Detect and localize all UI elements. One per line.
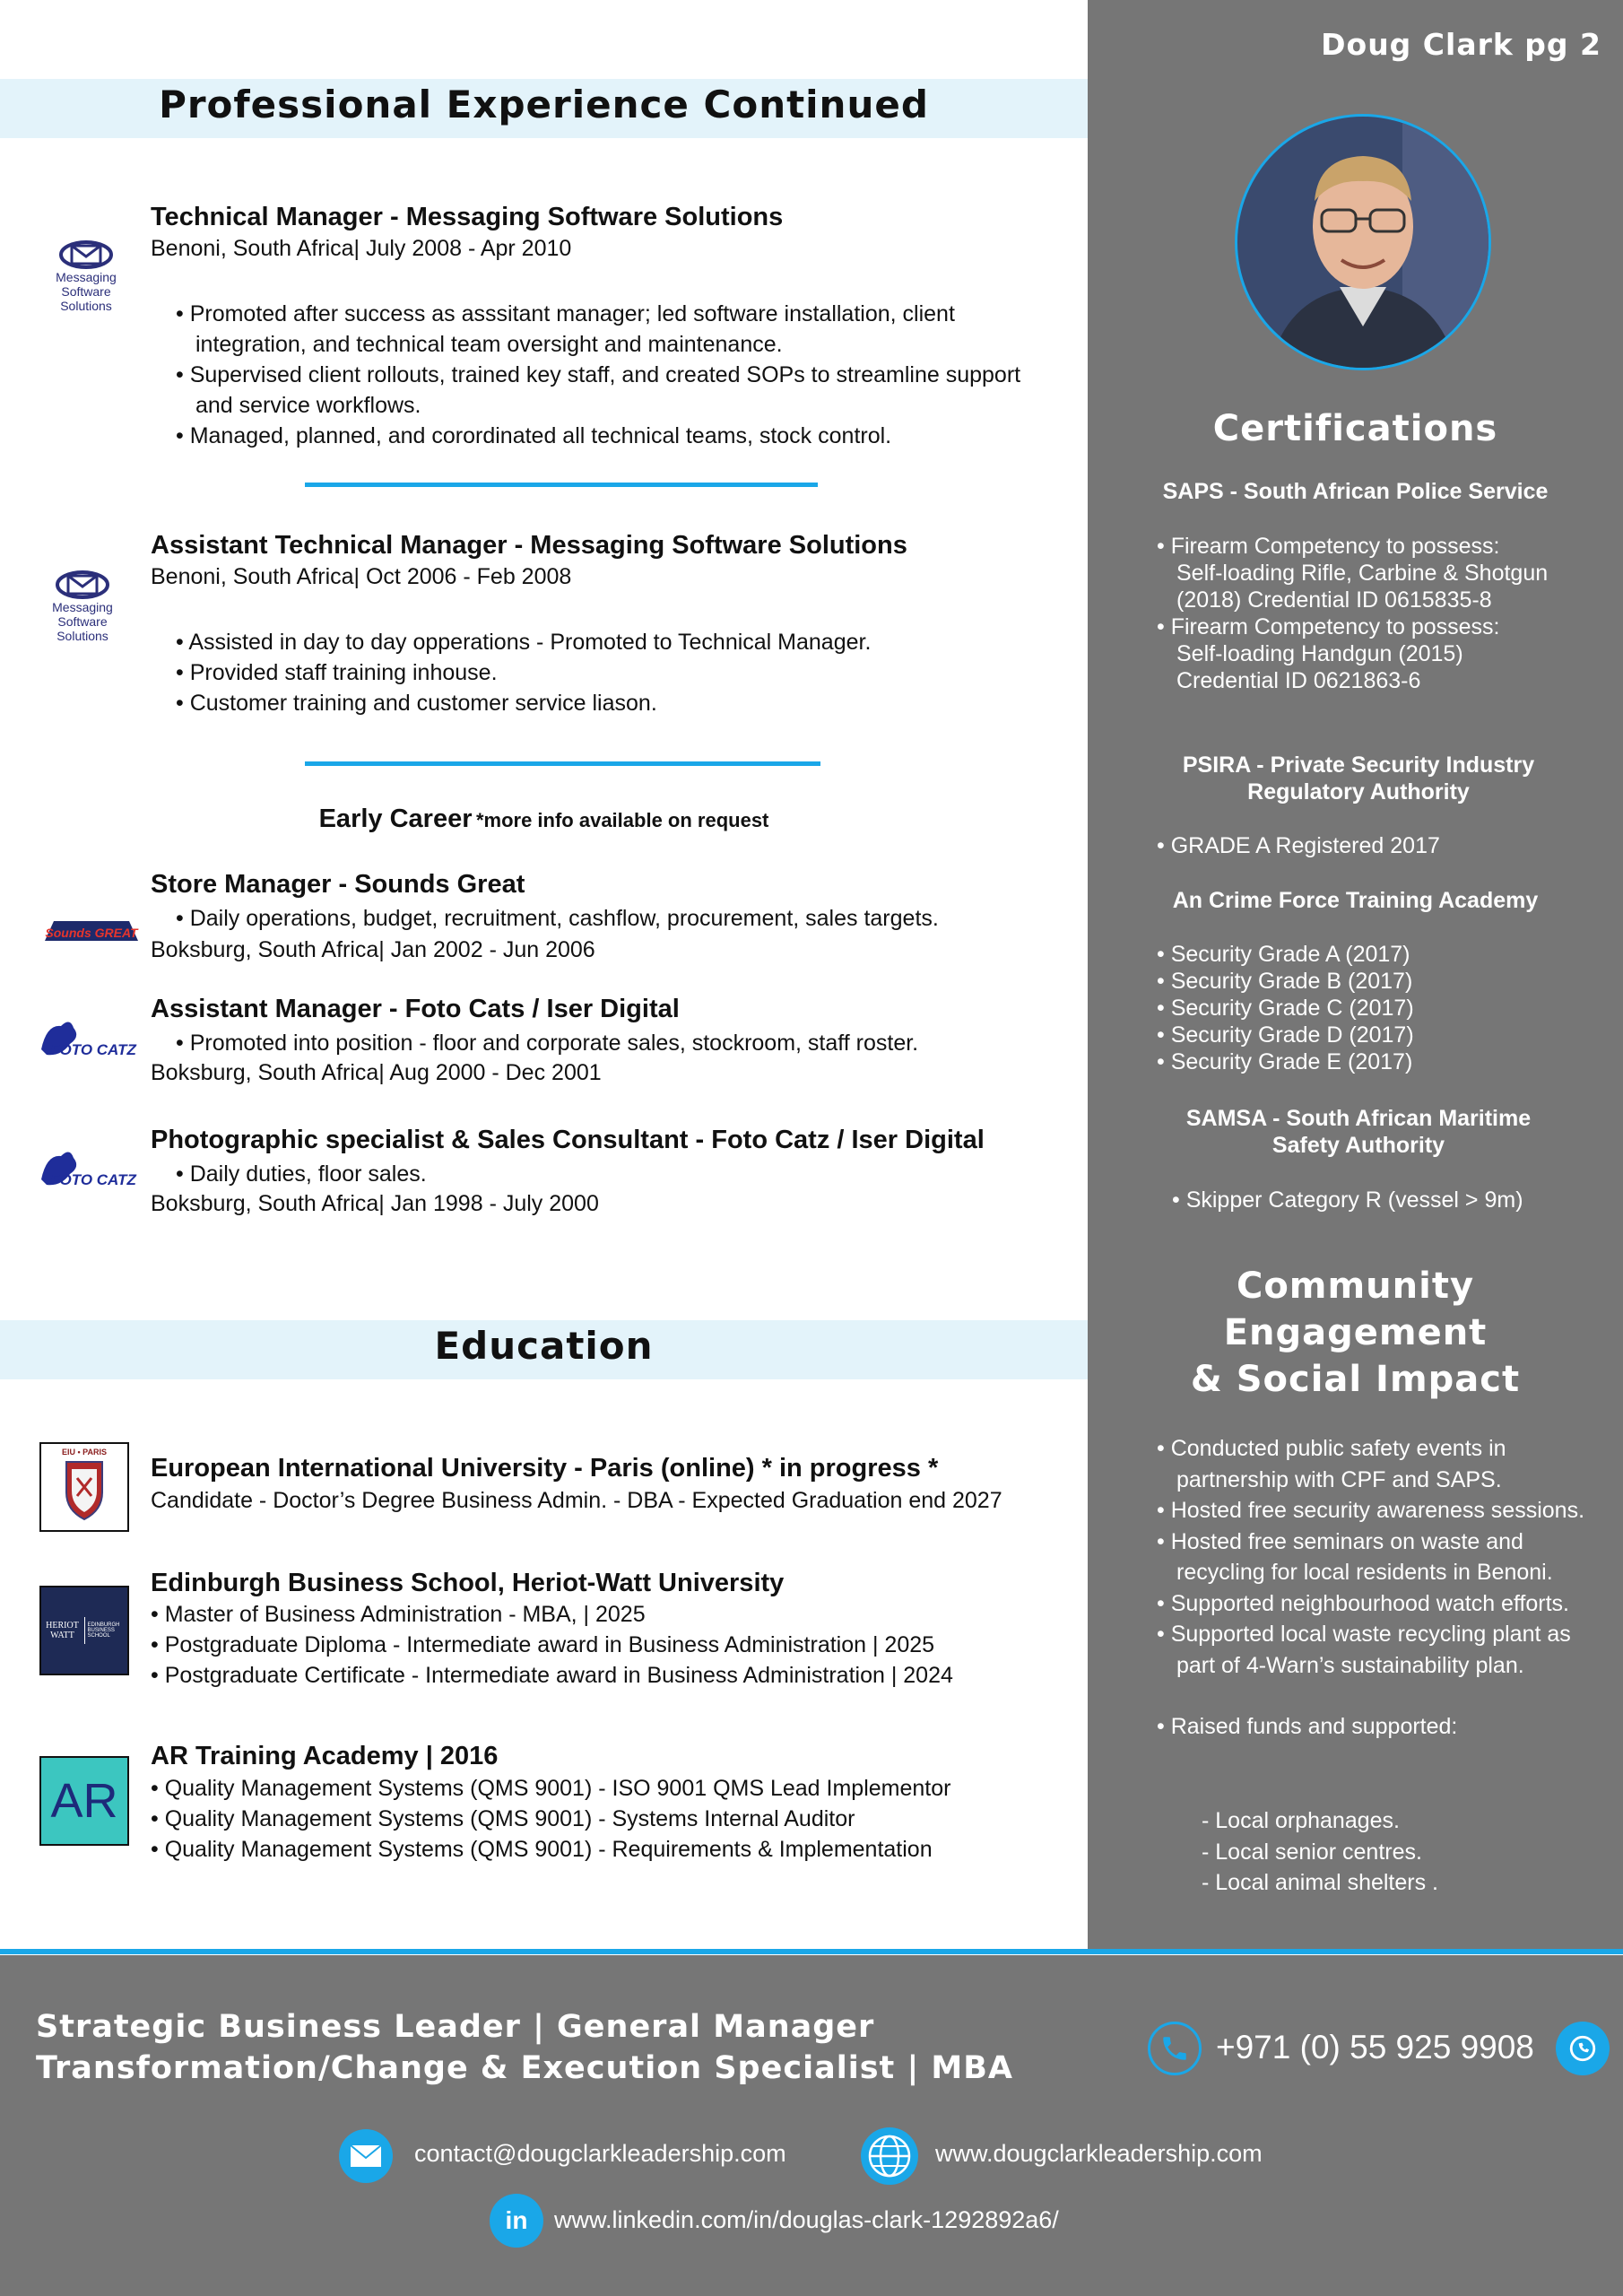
section-divider: [305, 761, 820, 766]
ar-training-logo: [39, 1756, 129, 1846]
job-title: Photographic specialist & Sales Consultant - Foto Catz / Iser Digital: [151, 1126, 985, 1154]
community-subitem: - Local animal shelters .: [1202, 1870, 1439, 1895]
job-bullets: [176, 627, 1037, 718]
foto-catz-logo: [34, 1144, 136, 1197]
foto-catz-logo: [34, 1013, 136, 1067]
early-career-title: Early Career: [318, 804, 473, 833]
job-bullet: • Supervised client rollouts, trained key staff, and created SOPs to streamline support and service workflows.: [176, 360, 1037, 421]
job-location-dates: Boksburg, South Africa| Jan 2002 - Jun 2006: [151, 937, 595, 962]
job-location-dates: Boksburg, South Africa| Jan 1998 - July 2000: [151, 1191, 599, 1216]
cert-group-name: An Crime Force Training Academy: [1172, 888, 1539, 913]
education-lines: [151, 1773, 1083, 1865]
cert-item: • Security Grade A (2017): [1157, 941, 1551, 968]
job-location-dates: Boksburg, South Africa| Aug 2000 - Dec 2001: [151, 1060, 602, 1085]
community-title-line: Community: [1236, 1265, 1475, 1307]
community-item: • Supported neighbourhood watch efforts.: [1157, 1588, 1605, 1620]
cert-group-name: SAPS - South African Police Service: [1162, 479, 1549, 504]
cert-group-name: SAMSA - South African Maritime Safety Authority: [1185, 1106, 1532, 1158]
cert-list: [1157, 533, 1551, 694]
job-bullets: [176, 1159, 1055, 1189]
email-link[interactable]: contact@dougclarkleadership.com: [414, 2140, 786, 2167]
mss-logo-line2: Software: [61, 284, 111, 299]
job-title: Store Manager - Sounds Great: [151, 870, 525, 899]
cert-list: [1172, 1187, 1567, 1213]
job-bullets: [176, 299, 1037, 451]
mss-logo-line1: Messaging: [52, 600, 113, 614]
footer-tagline: Transformation/Change & Execution Specialist | MBA: [36, 2050, 1014, 2086]
education-line: Candidate - Doctor’s Degree Business Admin. - DBA - Expected Graduation end 2027: [151, 1488, 1002, 1513]
globe-icon[interactable]: [861, 2127, 918, 2185]
shield-icon: [41, 1457, 127, 1528]
linkedin-icon[interactable]: in: [490, 2194, 543, 2248]
cert-item: • Security Grade E (2017): [1157, 1048, 1551, 1075]
cert-item: • Security Grade C (2017): [1157, 995, 1551, 1022]
section-divider: [305, 483, 818, 487]
cert-group-name: PSIRA - Private Security Industry Regulatory Authority: [1182, 752, 1535, 804]
profile-photo: [1232, 111, 1494, 373]
footer-accent-line: [0, 1949, 1623, 1954]
cert-item: • Skipper Category R (vessel > 9m): [1172, 1187, 1567, 1213]
cert-item: • Firearm Competency to possess: Self-loading Handgun (2015) Credential ID 0621863-6: [1157, 613, 1551, 694]
job-title: Assistant Technical Manager - Messaging Software Solutions: [151, 531, 907, 560]
sounds-great-logo-text: Sounds GREAT: [45, 926, 138, 940]
education-line: • Master of Business Administration - MBA, | 2025: [151, 1599, 1083, 1630]
mss-logo-line3: Solutions: [56, 629, 108, 643]
job-bullet: • Promoted after success as asssitant manager; led software installation, client integration, and technical team oversight and maintenance.: [176, 299, 1037, 360]
community-title-line: Engagement: [1223, 1312, 1488, 1353]
mss-logo-line3: Solutions: [60, 299, 112, 313]
job-bullet: • Assisted in day to day opperations - Promoted to Technical Manager.: [176, 627, 1037, 657]
early-career-note: *more info available on request: [475, 809, 769, 831]
mss-logo-line1: Messaging: [56, 270, 117, 284]
certifications-title: Certifications: [1212, 408, 1498, 449]
mss-logo-line2: Software: [57, 614, 108, 629]
community-subitem: - Local senior centres.: [1202, 1839, 1422, 1865]
community-item: • Hosted free security awareness sessions.: [1157, 1495, 1605, 1526]
cert-item: • Security Grade B (2017): [1157, 968, 1551, 995]
eiu-logo-text: EIU • PARIS: [62, 1448, 107, 1457]
ar-logo-text: AR: [50, 1774, 118, 1828]
cert-item: • Firearm Competency to possess: Self-loading Rifle, Carbine & Shotgun (2018) Credential ID 0615835-8: [1157, 533, 1551, 613]
cert-list: [1157, 941, 1551, 1075]
job-bullet: • Provided staff training inhouse.: [176, 657, 1037, 688]
community-sublist: [1202, 1805, 1438, 1899]
education-title-item: European International University - Paris (online) * in progress *: [151, 1454, 939, 1483]
job-bullet: • Managed, planned, and corordinated all technical teams, stock control.: [176, 421, 1037, 451]
education-line: • Quality Management Systems (QMS 9001) - ISO 9001 QMS Lead Implementor: [151, 1773, 1083, 1804]
education-line: • Postgraduate Diploma - Intermediate award in Business Administration | 2025: [151, 1630, 1083, 1660]
sounds-great-logo: [41, 897, 142, 951]
education-line: • Quality Management Systems (QMS 9001) - Systems Internal Auditor: [151, 1804, 1083, 1834]
community-item: • Raised funds and supported:: [1157, 1711, 1605, 1743]
messaging-software-logo: [34, 565, 131, 646]
community-title: [1088, 1263, 1623, 1403]
education-title: Education: [434, 1324, 654, 1368]
foto-logo-text: FOTO CATZ: [50, 1171, 136, 1188]
education-title-item: AR Training Academy | 2016: [151, 1742, 499, 1770]
cert-list: [1157, 832, 1551, 859]
footer: [0, 1955, 1623, 2296]
job-bullets: [176, 903, 1055, 934]
cert-item: • GRADE A Registered 2017: [1157, 832, 1551, 859]
experience-title: Professional Experience Continued: [159, 83, 929, 126]
job-location-dates: Benoni, South Africa| Oct 2006 - Feb 2008: [151, 564, 572, 589]
hw-logo-text: HERIOT WATT: [46, 1621, 79, 1640]
education-line: • Quality Management Systems (QMS 9001) - Requirements & Implementation: [151, 1834, 1083, 1865]
job-bullet: • Daily operations, budget, recruitment, cashflow, procurement, sales targets.: [176, 903, 1055, 934]
job-title: Technical Manager - Messaging Software Solutions: [151, 203, 784, 231]
community-subitem: - Local orphanages.: [1202, 1808, 1400, 1833]
community-title-line: & Social Impact: [1190, 1359, 1521, 1400]
email-icon[interactable]: [339, 2129, 393, 2183]
community-list: [1157, 1433, 1605, 1743]
community-item: • Conducted public safety events in partnership with CPF and SAPS.: [1157, 1433, 1605, 1495]
job-bullet: • Promoted into position - floor and corporate sales, stockroom, staff roster.: [176, 1028, 1055, 1058]
job-bullets: [176, 1028, 1055, 1058]
community-item: • Supported local waste recycling plant as part of 4-Warn’s sustainability plan.: [1157, 1619, 1605, 1681]
website-link[interactable]: www.dougclarkleadership.com: [935, 2140, 1263, 2167]
phone-icon[interactable]: [1148, 2022, 1202, 2075]
linkedin-link[interactable]: www.linkedin.com/in/douglas-clark-1292892a6/: [554, 2206, 1059, 2233]
education-line: • Postgraduate Certificate - Intermediate award in Business Administration | 2024: [151, 1660, 1083, 1691]
community-item: • Hosted free seminars on waste and recycling for local residents in Benoni.: [1157, 1526, 1605, 1588]
hw-logo-school: EDINBURGH BUSINESS SCHOOL: [87, 1622, 120, 1639]
education-lines: [151, 1599, 1083, 1691]
heriot-watt-logo: [39, 1586, 129, 1675]
job-bullet: • Daily duties, floor sales.: [176, 1159, 1055, 1189]
messaging-software-logo: [38, 235, 135, 316]
job-bullet: • Customer training and customer service liason.: [176, 688, 1037, 718]
page-label: Doug Clark pg 2: [1321, 27, 1601, 62]
early-career-heading: [0, 804, 1088, 834]
eiu-logo: [39, 1442, 129, 1532]
footer-tagline: Strategic Business Leader | General Manager: [36, 2009, 875, 2045]
education-title-item: Edinburgh Business School, Heriot-Watt University: [151, 1569, 785, 1597]
job-location-dates: Benoni, South Africa| July 2008 - Apr 2010: [151, 236, 572, 261]
whatsapp-icon[interactable]: [1556, 2022, 1610, 2075]
phone-number[interactable]: +971 (0) 55 925 9908: [1216, 2029, 1534, 2066]
cert-item: • Security Grade D (2017): [1157, 1022, 1551, 1048]
job-title: Assistant Manager - Foto Cats / Iser Digital: [151, 995, 680, 1023]
hw-logo-divider: [84, 1617, 85, 1644]
foto-logo-text: FOTO CATZ: [50, 1041, 136, 1058]
